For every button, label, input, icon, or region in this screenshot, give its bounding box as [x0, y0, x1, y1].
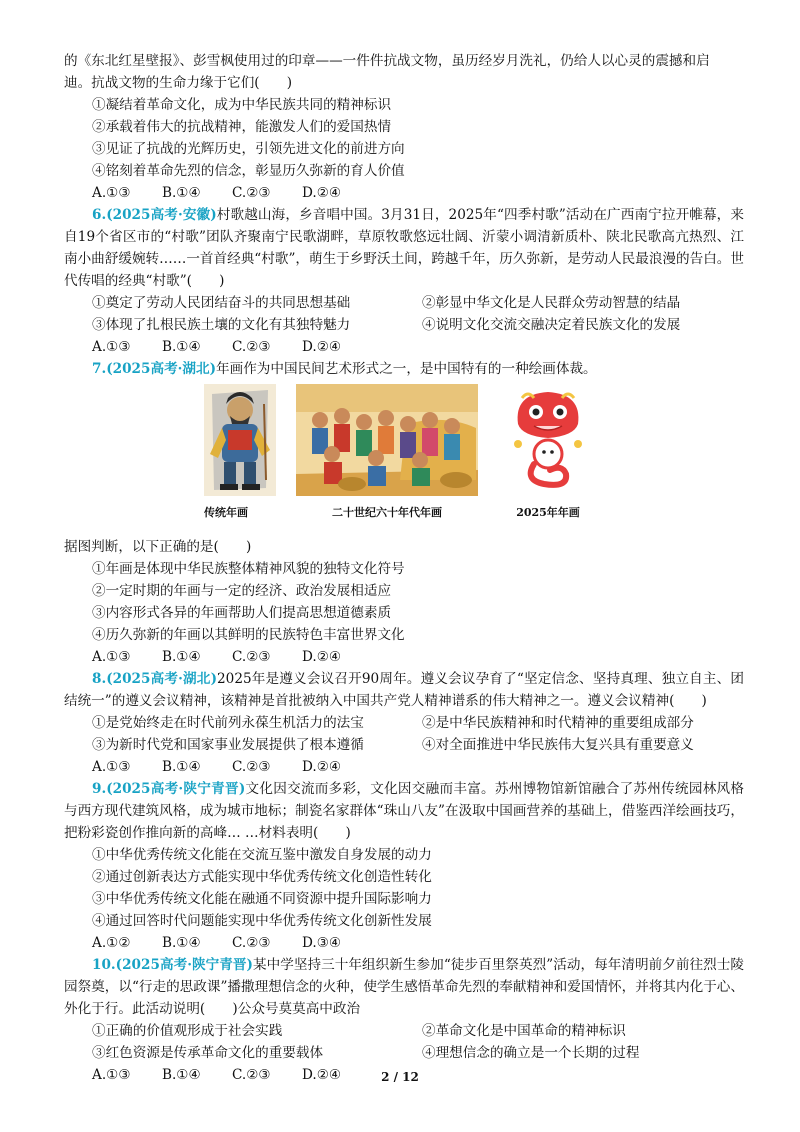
- q5-answer-a: A.①③: [92, 185, 131, 201]
- q5-option-2: ②承载着伟大的抗战精神，能激发人们的爱国热情: [92, 119, 392, 135]
- q10-options-row1: [64, 1020, 744, 1042]
- page-number: 2 / 12: [381, 1070, 419, 1084]
- q8-options-row1: [64, 712, 744, 734]
- q10-option-4: ④理想信念的确立是一个长期的过程: [422, 1045, 640, 1061]
- q8-answer-a: A.①③: [92, 759, 131, 775]
- q6-answer-c: C.②③: [232, 339, 271, 355]
- q8-option-3: ③为新时代党和国家事业发展提供了根本遵循: [92, 737, 364, 753]
- q8-answer-c: C.②③: [232, 759, 271, 775]
- q6-option-2: ②彰显中华文化是人民群众劳动智慧的结晶: [422, 295, 681, 311]
- q5-answer-b: B.①④: [162, 185, 201, 201]
- q9-option-1: ①中华优秀传统文化能在交流互鉴中激发自身发展的动力: [92, 847, 432, 863]
- q5-answer-d: D.②④: [302, 185, 342, 201]
- q10-option-3: ③红色资源是传承革命文化的重要载体: [92, 1045, 324, 1061]
- q8-source: (2025高考·湖北): [106, 671, 218, 687]
- caption-2025: 2025年年画: [516, 506, 580, 519]
- q10-answer-c: C.②③: [232, 1067, 271, 1083]
- q10-stem-text: 某中学坚持三十年组织新生参加“徒步百里祭英烈”活动，每年清明前夕前往烈士陵园祭奠，以“行走的思政课”播撒理想信念的火种，使学生感悟革命先烈的奉献精神和爱国情怀，并将其内化于心、外化于行。此活动说明( )公众号莫莫高中政治: [64, 957, 744, 1017]
- q5-stem-line1: 的《东北红星壁报》、彭雪枫使用过的印章——一件件抗战文物，虽历经岁月洗礼，仍给人以心灵的震撼和启: [64, 53, 710, 69]
- q9-option-4: ④通过回答时代问题能实现中华优秀传统文化创新性发展: [92, 913, 432, 929]
- q8-option-1: ①是党始终走在时代前列永葆生机活力的法宝: [92, 715, 364, 731]
- caption-traditional: 传统年画: [204, 506, 248, 519]
- q6-options-row1: [64, 292, 744, 314]
- q10-option-2: ②革命文化是中国革命的精神标识: [422, 1023, 626, 1039]
- q6-option-3: ③体现了扎根民族土壤的文化有其独特魅力: [92, 317, 351, 333]
- document-body: [64, 50, 744, 1086]
- q9-answer-c: C.②③: [232, 935, 271, 951]
- q8-answer-d: D.②④: [302, 759, 342, 775]
- 2025-nianhua-image: [504, 384, 592, 496]
- q9-answer-b: B.①④: [162, 935, 201, 951]
- q6-source: (2025高考·安徽): [106, 207, 217, 223]
- q7-option-1: ①年画是体现中华民族整体精神风貌的独特文化符号: [92, 561, 405, 577]
- q9-stem-text: 文化因交流而多彩，文化因交融而丰富。苏州博物馆新馆融合了苏州传统园林风格与西方现代建筑风格，成为城市地标；制瓷名家群体“珠山八友”在汲取中国画营养的基础上，借鉴西洋绘画技巧，把粉彩瓷创作推向新的高峰… …材料表明( ): [64, 781, 744, 841]
- q7-answer-b: B.①④: [162, 649, 201, 665]
- q7-answer-a: A.①③: [92, 649, 131, 665]
- q8-answers: [64, 756, 744, 778]
- q10-options-row2: [64, 1042, 744, 1064]
- q6-answers: [64, 336, 744, 358]
- q9-answer-d: D.③④: [302, 935, 342, 951]
- q8-options-row2: [64, 734, 744, 756]
- q7-answer-d: D.②④: [302, 649, 342, 665]
- traditional-nianhua-image: [204, 384, 276, 496]
- q7-option-4: ④历久弥新的年画以其鲜明的民族特色丰富世界文化: [92, 627, 405, 643]
- q8-stem-text: 2025年是遵义会议召开90周年。遵义会议孕育了“坚定信念、坚持真理、独立自主、团结统一”的遵义会议精神，该精神是首批被纳入中国共产党人精神谱系的伟大精神之一。遵义会议精神( ): [64, 671, 745, 709]
- q5-stem-line2: 迪。抗战文物的生命力缘于它们( ): [64, 75, 293, 91]
- q8-answer-b: B.①④: [162, 759, 201, 775]
- q5-option-4: ④铭刻着革命先烈的信念，彰显历久弥新的育人价值: [92, 163, 405, 179]
- q9-source: (2025高考·陕宁青晋): [106, 781, 246, 797]
- q8-option-2: ②是中华民族精神和时代精神的重要组成部分: [422, 715, 694, 731]
- q10-source: (2025高考·陕宁青晋): [115, 957, 253, 973]
- q10-option-1: ①正确的价值观形成于社会实践: [92, 1023, 283, 1039]
- q7-option-3: ③内容形式各异的年画帮助人们提高思想道德素质: [92, 605, 392, 621]
- q6-option-4: ④说明文化交流交融决定着民族文化的发展: [422, 317, 681, 333]
- 1960s-nianhua-image: [296, 384, 478, 496]
- q6-option-1: ①奠定了劳动人民团结奋斗的共同思想基础: [92, 295, 351, 311]
- q7-option-2: ②一定时期的年画与一定的经济、政治发展相适应: [92, 583, 392, 599]
- q5-option-3: ③见证了抗战的光辉历史，引领先进文化的前进方向: [92, 141, 405, 157]
- q6-answer-a: A.①③: [92, 339, 131, 355]
- q7-stem-text: 年画作为中国民间艺术形式之一，是中国特有的一种绘画体裁。: [216, 361, 597, 377]
- q10-answer-b: B.①④: [162, 1067, 201, 1083]
- q7-stem: [64, 358, 744, 380]
- q6-answer-b: B.①④: [162, 339, 201, 355]
- q9-stem: [64, 778, 744, 844]
- q7-source: (2025高考·湖北): [106, 361, 217, 377]
- q6-options-row2: [64, 314, 744, 336]
- q10-answer-d: D.②④: [302, 1067, 342, 1083]
- q9-option-3: ③中华优秀传统文化能在融通不同资源中提升国际影响力: [92, 891, 432, 907]
- q10-answer-a: A.①③: [92, 1067, 131, 1083]
- q7-answer-c: C.②③: [232, 649, 271, 665]
- q8-stem: [64, 668, 744, 712]
- q8-number: 8.: [92, 671, 107, 687]
- q9-answer-a: A.①②: [92, 935, 131, 951]
- q9-option-2: ②通过创新表达方式能实现中华优秀传统文化创造性转化: [92, 869, 432, 885]
- q5-answer-c: C.②③: [232, 185, 271, 201]
- q7-figure-row: [64, 384, 744, 534]
- caption-1960s: 二十世纪六十年代年画: [332, 506, 442, 519]
- q6-answer-d: D.②④: [302, 339, 342, 355]
- q7-question: 据图判断，以下正确的是( ): [64, 539, 252, 555]
- q9-number: 9.: [92, 781, 107, 797]
- q8-option-4: ④对全面推进中华民族伟大复兴具有重要意义: [422, 737, 694, 753]
- q5-answers: [64, 182, 744, 204]
- q7-number: 7.: [92, 361, 107, 377]
- q5-option-1: ①凝结着革命文化，成为中华民族共同的精神标识: [92, 97, 392, 113]
- q10-number: 10.: [92, 957, 116, 973]
- q10-stem: [64, 954, 744, 1020]
- q9-answers: [64, 932, 744, 954]
- q7-answers: [64, 646, 744, 668]
- q6-stem: [64, 204, 744, 292]
- q6-stem-text: 村歌越山海，乡音唱中国。3月31日，2025年“四季村歌”活动在广西南宁拉开帷幕，来自19个省区市的“村歌”团队齐聚南宁民歌湖畔，草原牧歌悠远壮阔、沂蒙小调清新质朴、陕北民歌高亢热烈、江南小曲舒缓婉转……一首首经典“村歌”，萌生于乡野沃土间，跨越千年，历久弥新，是劳动人民最浪漫的告白。世代传唱的经典“村歌”( ): [64, 207, 744, 289]
- q6-number: 6.: [92, 207, 107, 223]
